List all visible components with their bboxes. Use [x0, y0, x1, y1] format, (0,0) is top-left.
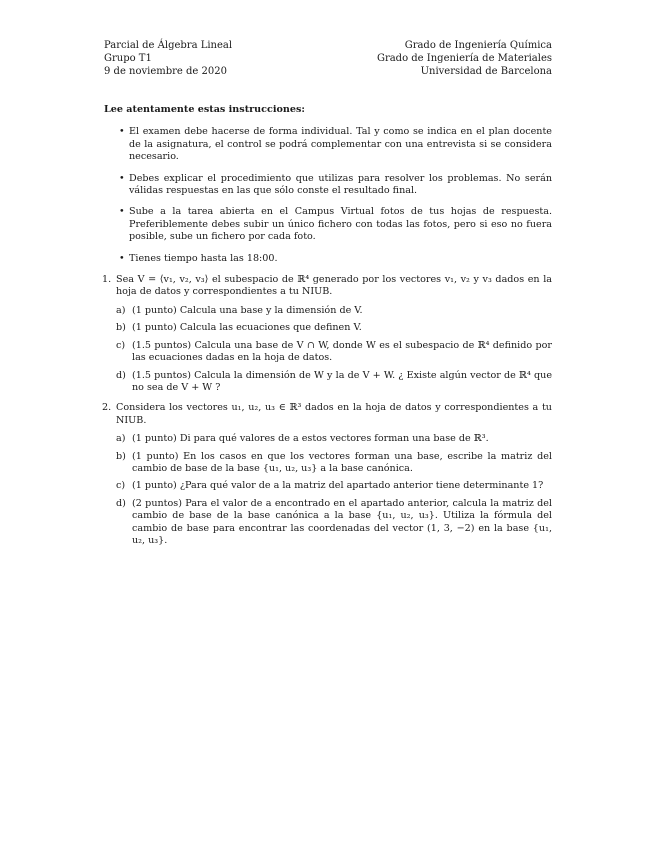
problem-part [116, 451, 552, 476]
part-text: (1 punto) Calcula las ecuaciones que definen V. [132, 322, 362, 334]
part-text: (1.5 puntos) Calcula una base de V ∩ W, donde W es el subespacio de ℝ⁴ definido por las ecuaciones dadas en la hoja de datos. [132, 339, 552, 364]
instructions-title: Lee atentamente estas instrucciones: [104, 104, 305, 115]
bullet-icon: • [119, 206, 125, 218]
problem-intro: Sea V = ⟨v₁, v₂, v₃⟩ el subespacio de ℝ⁴ generado por los vectores v₁, v₂ y v₃ dados en la hoja de datos y correspondientes a tu NIUB. [116, 274, 552, 298]
instruction-item [104, 126, 552, 163]
problem-part [116, 480, 552, 492]
part-label: b) [116, 450, 126, 462]
part-text: (1 punto) ¿Para qué valor de a la matriz del apartado anterior tiene determinante 1? [132, 480, 544, 492]
part-text: (1 punto) Di para qué valores de a estos vectores forman una base de ℝ³. [132, 433, 489, 445]
problem-part [116, 498, 552, 548]
university-name: Universidad de Barcelona [420, 66, 552, 77]
degree-materials: Grado de Ingeniería de Materiales [376, 53, 552, 64]
problem-parts [116, 305, 552, 394]
instruction-item [104, 206, 552, 243]
problem-intro: Considera los vectores u₁, u₂, u₃ ∈ ℝ³ dados en la hoja de datos y correspondientes a tu NIUB. [116, 402, 552, 426]
part-text: (1.5 puntos) Calcula la dimensión de W y la de V + W. ¿ Existe algún vector de ℝ⁴ que no sea de V + W ? [132, 369, 552, 393]
exam-date: 9 de noviembre de 2020 [104, 66, 227, 77]
part-text: (1 punto) En los casos en que los vectores forman una base, escribe la matriz del cambio de base de la base {u₁, u₂, u₃} a la base canónica. [132, 450, 552, 474]
part-text: (1 punto) Calcula una base y la dimensión de V. [132, 304, 363, 316]
problem-number: 1. [102, 274, 112, 286]
problem-parts [116, 433, 552, 547]
part-text: (2 puntos) Para el valor de a encontrado en el apartado anterior, calcula la matriz del cambio de base de la base canónica a la base {u₁, u₂, u₃}. Utiliza la fórmula del cambio de base para encontrar las coordenadas del vector (1, 3, −2) en la base {u₁, u₂, u₃}. [132, 497, 552, 546]
part-label: b) [116, 322, 126, 334]
instructions-list [104, 126, 552, 265]
problem-part [116, 322, 552, 334]
part-label: c) [116, 480, 126, 492]
problem-part [116, 340, 552, 365]
problem-list [104, 274, 552, 547]
instruction-text: El examen debe hacerse de forma individual. Tal y como se indica en el plan docente de la asignatura, el control se podrá complementar con una entrevista si se considera necesario. [129, 126, 552, 163]
group-name: Grupo T1 [104, 53, 152, 64]
course-name: Parcial de Álgebra Lineal [104, 40, 233, 51]
instruction-item [104, 253, 552, 265]
header-right [377, 39, 552, 78]
problem-part [116, 305, 552, 317]
part-label: a) [116, 433, 126, 445]
instruction-text: Sube a la tarea abierta en el Campus Virtual fotos de tus hojas de respuesta. Preferiblemente debes subir un único fichero con todas las fotos, pero si eso no fuera posible, sube un fichero por cada foto. [129, 206, 552, 243]
part-label: c) [116, 339, 126, 351]
part-label: d) [116, 497, 126, 509]
header-left [104, 39, 232, 78]
problem-number: 2. [102, 402, 112, 414]
instruction-item [104, 173, 552, 198]
degree-chemical: Grado de Ingeniería Química [404, 40, 552, 51]
problem-part [116, 433, 552, 445]
problem-2 [104, 402, 552, 547]
bullet-icon: • [119, 172, 125, 184]
part-label: d) [116, 369, 126, 381]
bullet-icon: • [119, 252, 125, 264]
problem-1 [104, 274, 552, 394]
instruction-text: Debes explicar el procedimiento que utilizas para resolver los problemas. No serán válidas respuestas en las que sólo conste el resultado final. [129, 172, 552, 197]
exam-content [104, 104, 552, 555]
problem-part [116, 370, 552, 395]
bullet-icon: • [119, 126, 125, 138]
instruction-text: Tienes tiempo hasta las 18:00. [129, 252, 278, 264]
part-label: a) [116, 304, 126, 316]
